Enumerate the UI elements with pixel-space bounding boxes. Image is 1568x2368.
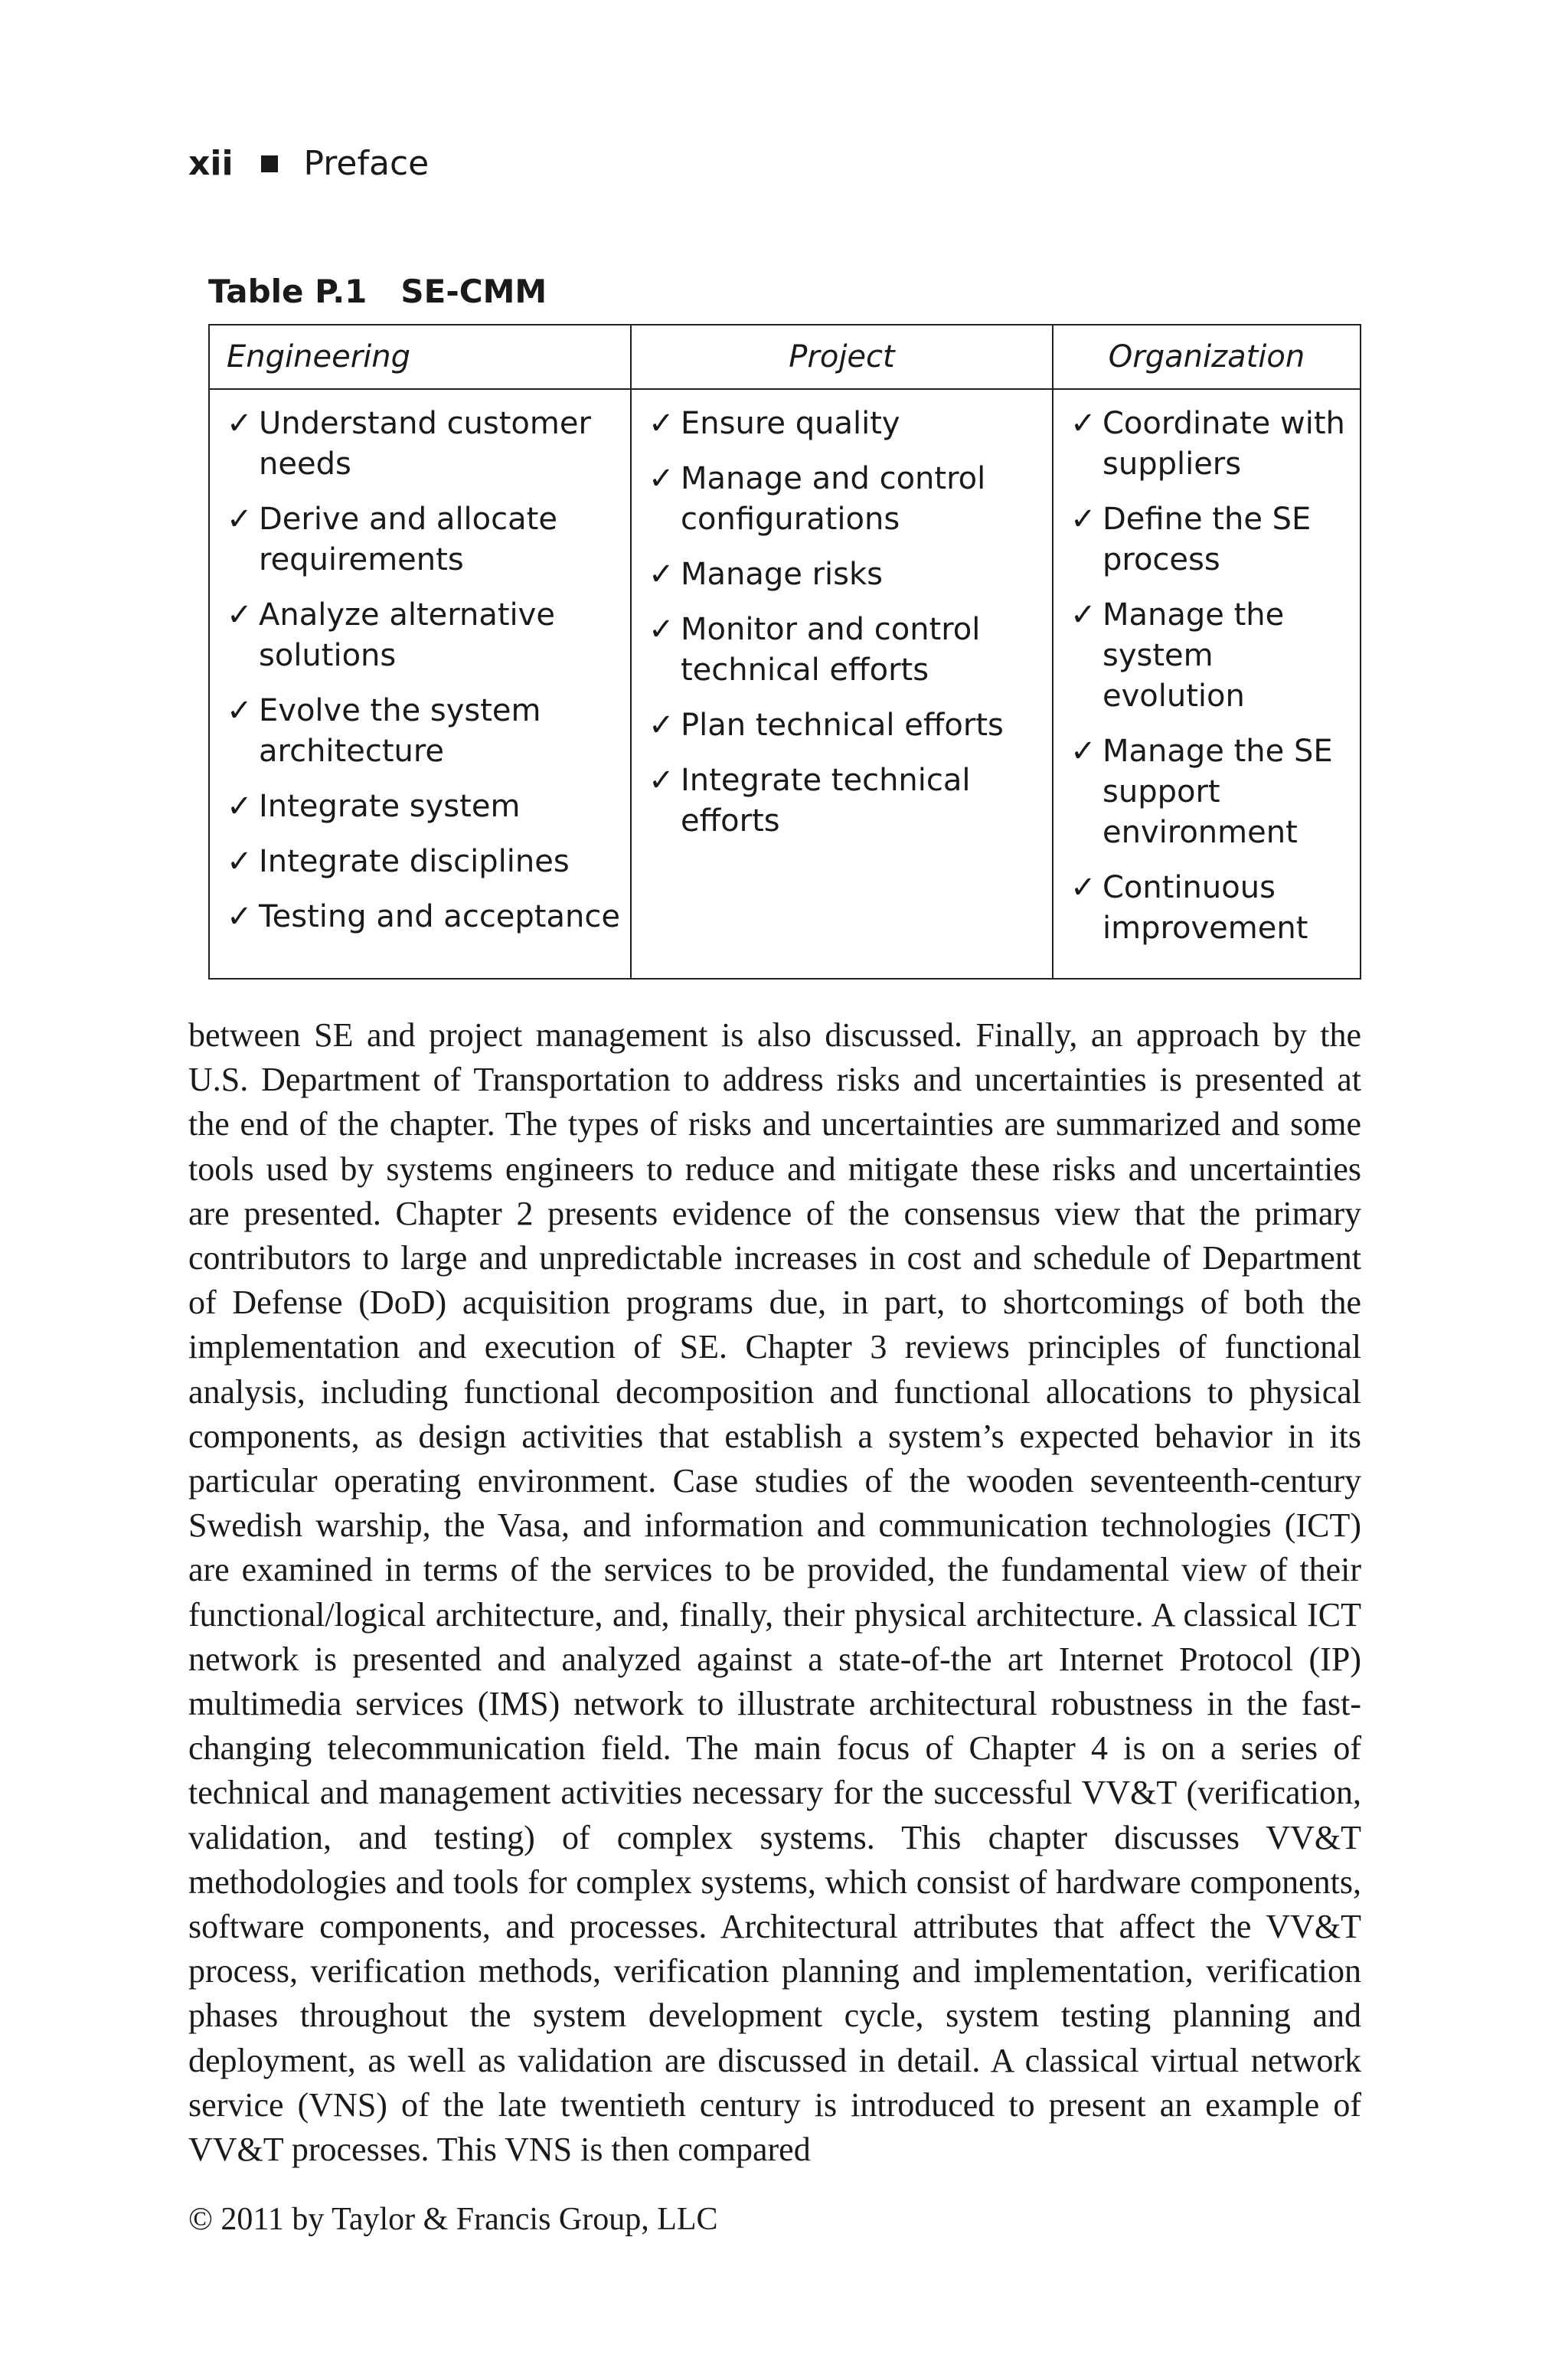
item-text: Plan technical efforts (681, 708, 1004, 743)
project-list (648, 404, 1044, 842)
engineering-item (227, 499, 622, 581)
table-label: Table P.1 (208, 272, 368, 310)
engineering-cell (209, 389, 631, 979)
check-mark-icon: ✓ (227, 693, 253, 728)
organization-item (1070, 731, 1352, 853)
column-header-engineering: Engineering (209, 325, 631, 389)
check-mark-icon: ✓ (227, 502, 253, 537)
check-mark-icon: ✓ (1070, 597, 1096, 633)
section-title: Preface (303, 144, 430, 183)
organization-item (1070, 868, 1352, 949)
check-mark-icon: ✓ (227, 406, 253, 441)
project-item (648, 610, 1044, 691)
column-header-organization: Organization (1053, 325, 1361, 389)
check-mark-icon: ✓ (648, 406, 675, 441)
project-item (648, 404, 1044, 444)
check-mark-icon: ✓ (227, 844, 253, 879)
table-header-row (209, 325, 1361, 389)
project-item (648, 705, 1044, 746)
engineering-item (227, 787, 622, 827)
check-mark-icon: ✓ (1070, 406, 1096, 441)
item-text: Testing and acceptance (259, 899, 620, 934)
item-text: Understand customer needs (259, 406, 591, 482)
item-text: Manage the system evolution (1102, 597, 1285, 714)
item-text: Integrate system (259, 789, 521, 824)
organization-item (1070, 404, 1352, 485)
organization-item (1070, 595, 1352, 717)
table-caption (208, 268, 547, 314)
item-text: Define the SE process (1102, 502, 1312, 577)
item-text: Evolve the system architecture (259, 693, 541, 769)
column-header-project: Project (631, 325, 1053, 389)
item-text: Continuous improvement (1102, 870, 1308, 946)
body-paragraph: between SE and project management is also discussed. Finally, an approach by the U.S. Department of Transportation to address risks and uncertainties is presented at the end of the chapter. The types of risks and uncertainties are summarized and some tools used by systems engineers to reduce and mitigate these risks and uncertainties are presented. Chapter 2 presents evidence of the consensus view that the primary contributors to large and unpredictable increases in cost and schedule of Department of Defense (DoD) acquisition programs due, in part, to shortcomings of both the implementation and execution of SE. Chapter 3 reviews principles of functional analysis, including functional decomposition and functional allocations to physical components, as design activities that establish a system’s expected behavior in its particular operating environment. Case studies of the wooden seventeenth-century Swedish warship, the Vasa, and information and communication technologies (ICT) are examined in terms of the services to be provided, the fundamental view of their functional/logical architecture, and, finally, their physical architecture. A classical ICT network is presented and analyzed against a state-of-the art Internet Protocol (IP) multimedia services (IMS) network to illustrate architectural robustness in the fast-changing telecommunication field. The main focus of Chapter 4 is on a series of technical and management activities necessary for the successful VV&T (verification, validation, and testing) of complex systems. This chapter discusses VV&T methodologies and tools for complex systems, which consist of hardware components, software components, and processes. Architectural attributes that affect the VV&T process, verification methods, verification planning and implementation, verification phases throughout the system development cycle, system testing planning and deployment, as well as validation are discussed in detail. A classical virtual network service (VNS) of the late twentieth century is introduced to present an example of VV&T processes. This VNS is then compared (188, 1016, 1361, 2169)
engineering-item (227, 404, 622, 485)
project-item (648, 459, 1044, 540)
check-mark-icon: ✓ (227, 789, 253, 824)
check-mark-icon: ✓ (648, 461, 675, 496)
project-cell (631, 389, 1053, 979)
copyright-notice: © 2011 by Taylor & Francis Group, LLC (188, 2202, 718, 2237)
check-mark-icon: ✓ (227, 899, 253, 934)
organization-list (1070, 404, 1352, 949)
running-head (188, 141, 429, 187)
check-mark-icon: ✓ (227, 597, 253, 633)
check-mark-icon: ✓ (648, 612, 675, 647)
item-text: Monitor and control technical efforts (681, 612, 981, 688)
item-text: Integrate technical efforts (681, 763, 971, 839)
item-text: Manage and control configurations (681, 461, 986, 537)
item-text: Derive and allocate requirements (259, 502, 557, 577)
item-text: Manage risks (681, 557, 884, 592)
page-number: xii (188, 144, 234, 183)
se-cmm-table (208, 324, 1361, 980)
item-text: Analyze alternative solutions (259, 597, 555, 673)
engineering-list (227, 404, 622, 937)
check-mark-icon: ✓ (1070, 734, 1096, 769)
table-body-row (209, 389, 1361, 979)
organization-cell (1053, 389, 1361, 979)
check-mark-icon: ✓ (648, 708, 675, 743)
item-text: Coordinate with suppliers (1102, 406, 1345, 482)
engineering-item (227, 595, 622, 676)
project-item (648, 554, 1044, 595)
black-square-icon (261, 155, 278, 172)
item-text: Ensure quality (681, 406, 900, 441)
check-mark-icon: ✓ (1070, 502, 1096, 537)
engineering-item (227, 897, 622, 937)
engineering-item (227, 691, 622, 772)
check-mark-icon: ✓ (648, 763, 675, 798)
table-title: SE-CMM (400, 272, 547, 310)
check-mark-icon: ✓ (1070, 870, 1096, 905)
item-text: Integrate disciplines (259, 844, 570, 879)
check-mark-icon: ✓ (648, 557, 675, 592)
engineering-item (227, 842, 622, 882)
project-item (648, 760, 1044, 842)
organization-item (1070, 499, 1352, 581)
item-text: Manage the SE support environment (1102, 734, 1333, 850)
